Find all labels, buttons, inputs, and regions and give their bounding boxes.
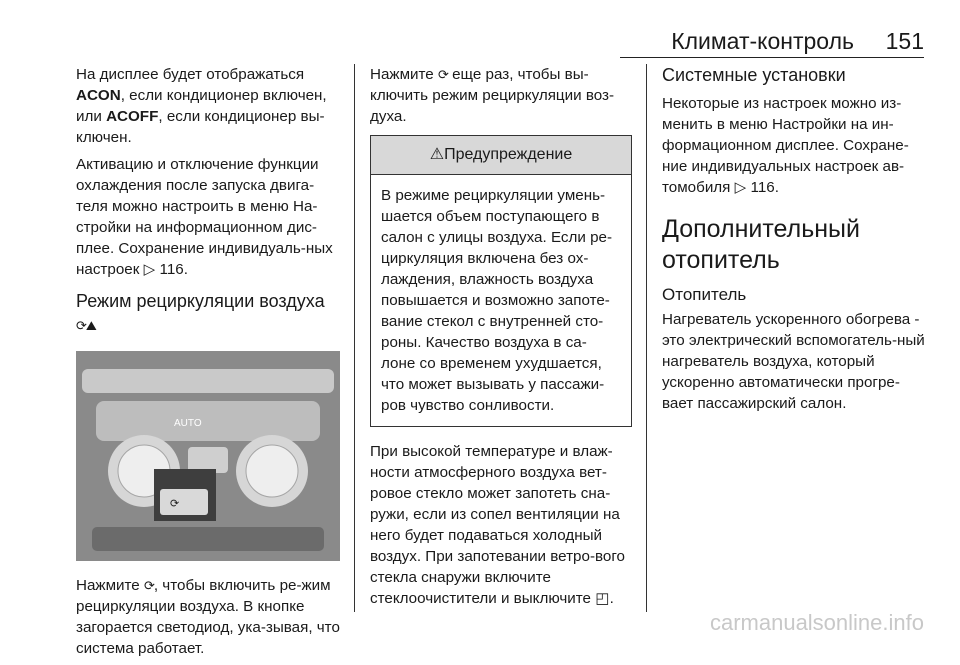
column-divider: [646, 64, 647, 612]
warning-header: ⚠Предупреждение: [371, 136, 631, 175]
page-number: 151: [885, 28, 924, 54]
paragraph: Некоторые из настроек можно из-менить в меню Настройки на ин-формационном дисплее. Сохране-ние индивидуальных настроек ав-томобиля ▷ 116.: [662, 95, 909, 196]
paragraph: При высокой температуре и влаж-ности атмосферного воздуха вет-ровое стекло может запотеть сна-ружи, если из сопел вентиляции на него будет подаваться холодный воздух. При запотевании ветро-вого стекла снаружи включите стеклоочистители и выключите ◰.: [370, 443, 625, 607]
column-1: [76, 64, 342, 665]
triangle-ref-icon: ▷: [734, 179, 747, 196]
auto-label: AUTO: [174, 418, 202, 429]
paragraph: Активацию и отключение функции охлаждения после запуска двига-теля можно настроить в меню На-стройки на информационном дис-плее. Сохранение индивидуаль-ных настроек ▷ 116.: [76, 156, 333, 278]
page-title: Климат-контроль: [671, 28, 854, 54]
page-ref[interactable]: 116.: [750, 179, 779, 196]
section-title: Дополнительный отопитель: [662, 215, 860, 274]
watermark: carmanualsonline.info: [709, 610, 924, 635]
warning-box: [370, 135, 632, 427]
acon-label: ACON: [76, 87, 121, 104]
section-heading: Системные установки: [662, 65, 846, 85]
warning-body: В режиме рециркуляции умень-шается объем поступающего в салон с улицы воздуха. Если ре-циркуляция включена без ох-лаждения, влажность воздуха повышается и возможно запоте-вание стекол с внутренней сто-роны. Качество воздуха в са-лоне со временем ухудшается, что может вызывать у пассажи-ров чувство сонливости.: [381, 187, 613, 414]
recirculation-icon: ⟳: [143, 578, 154, 593]
climate-panel-illustration: [76, 351, 340, 561]
svg-text:⟳: ⟳: [170, 498, 180, 510]
windshield-icon: ◰: [595, 590, 610, 607]
triangle-ref-icon: ▷: [143, 261, 156, 278]
recirculation-icon: ⟳: [437, 67, 448, 82]
header-rule: [620, 57, 924, 58]
acoff-label: ACOFF: [106, 108, 159, 125]
column-2: [370, 64, 632, 615]
climate-panel-photo: [76, 351, 340, 561]
warning-triangle-icon: ⚠: [429, 146, 445, 163]
recirculation-icon: ⟳⛰: [76, 318, 96, 333]
paragraph: Нажмите ⟳, чтобы включить ре-жим рециркуляции воздуха. В кнопке загорается светодиод, ука-зывая, что система работает.: [76, 577, 340, 657]
column-divider: [354, 64, 355, 612]
section-heading: Режим рециркуляции воздуха ⟳⛰: [76, 290, 342, 337]
column-3: [662, 64, 928, 420]
paragraph: Нагреватель ускоренного обогрева - это электрический вспомогатель-ный нагреватель воздуха, который ускоренно автоматически прогре-вает пассажирский салон.: [662, 311, 925, 412]
page-header: [620, 26, 924, 58]
paragraph: Нажмите ⟳ еще раз, чтобы вы-ключить режим рециркуляции воз-духа.: [370, 66, 615, 125]
subsection-title: Отопитель: [662, 285, 747, 304]
page-ref[interactable]: 116.: [159, 261, 188, 278]
paragraph: На дисплее будет отображаться ACON, если кондиционер включен, или ACOFF, если кондиционер вы-ключен.: [76, 66, 327, 146]
